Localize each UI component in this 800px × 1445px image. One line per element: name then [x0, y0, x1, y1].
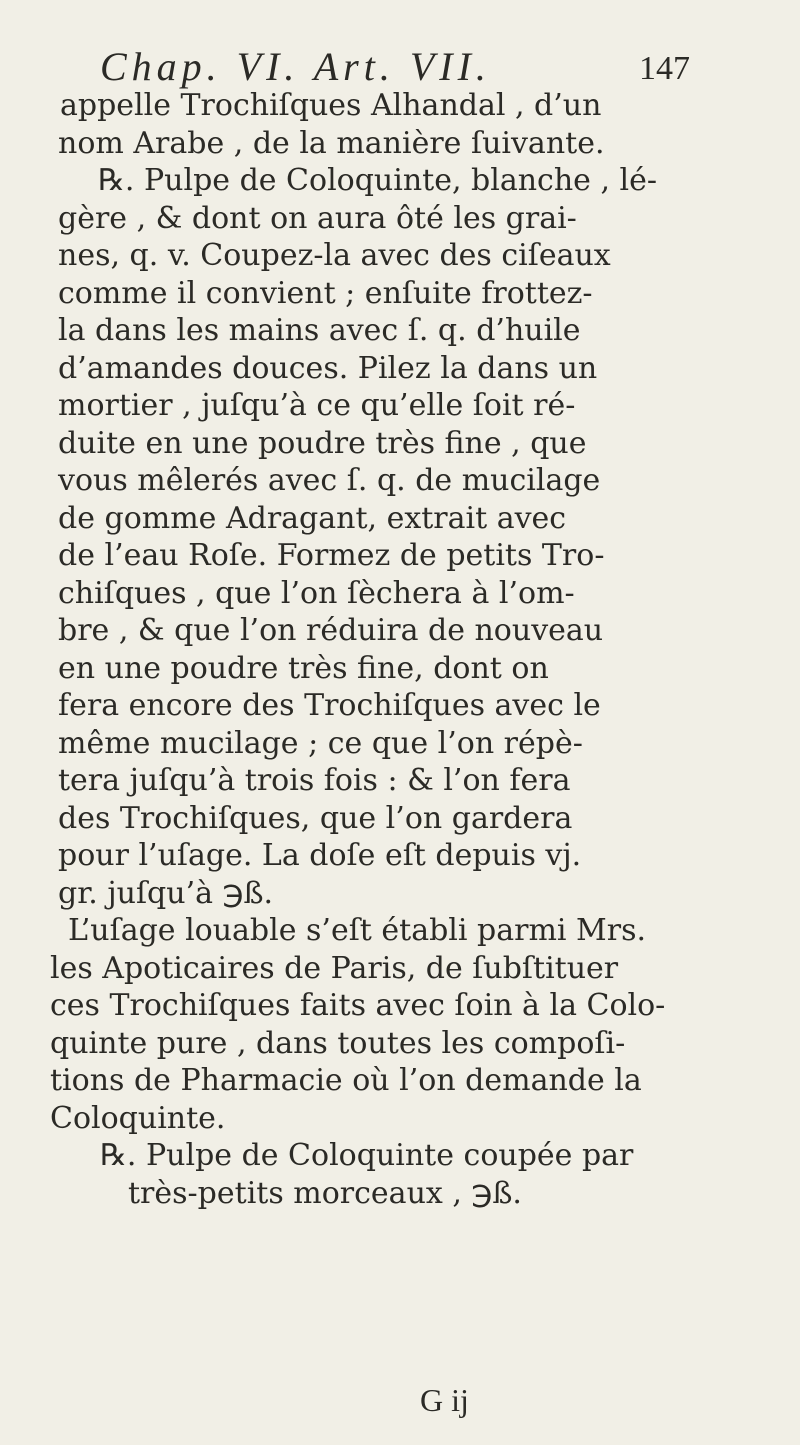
text-line: ℞. Pulpe de Coloquinte coupée par [100, 1138, 634, 1173]
text-line: tions de Pharmacie où l’on demande la [50, 1063, 642, 1098]
text-line: tera juſqu’à trois fois : & l’on fera [58, 763, 571, 798]
signature-mark: G ij [420, 1382, 469, 1418]
text-line: la dans les mains avec ſ. q. d’huile [58, 313, 581, 348]
text-line: Coloquinte. [50, 1100, 226, 1136]
body-text [50, 87, 750, 1212]
text-line: ℞. Pulpe de Coloquinte, blanche , lé- [98, 163, 658, 198]
text-line: bre , & que l’on réduira de nouveau [58, 613, 604, 648]
text-line: même mucilage ; ce que l’on répè- [58, 725, 583, 761]
text-line: L’uſage louable s’eſt établi parmi Mrs. [68, 913, 647, 948]
text-line: nom Arabe , de la manière ſuivante. [58, 125, 605, 161]
text-line: des Trochiſques, que l’on gardera [58, 800, 573, 836]
text-line: de gomme Adragant, extrait avec [58, 500, 567, 536]
text-line: gr. juſqu’à ℈ß. [58, 875, 274, 911]
text-line: vous mêlerés avec ſ. q. de mucilage [58, 463, 601, 498]
text-line: appelle Trochiſques Alhandal , d’un [60, 88, 602, 123]
text-line: fera encore des Trochiſques avec le [58, 688, 601, 723]
text-line: quinte pure , dans toutes les compoſi- [50, 1025, 626, 1061]
page-header [100, 42, 690, 92]
text-line: très-petits morceaux , ℈ß. [128, 1175, 522, 1211]
text-line: chiſques , que l’on ſèchera à l’om- [58, 575, 575, 611]
text-line: nes, q. v. Coupez-la avec des ciſeaux [58, 238, 611, 273]
text-line: en une poudre très fine, dont on [58, 650, 549, 686]
text-line: de l’eau Roſe. Formez de petits Tro- [58, 538, 605, 573]
text-line: d’amandes douces. Pilez la dans un [58, 350, 598, 386]
text-line: gère , & dont on aura ôté les grai- [58, 200, 577, 236]
text-line: comme il convient ; enſuite frottez- [58, 275, 593, 311]
text-line: mortier , juſqu’à ce qu’elle ſoit ré- [58, 388, 576, 423]
text-line: ces Trochiſques faits avec ſoin à la Colo- [50, 988, 666, 1023]
text-line: les Apoticaires de Paris, de ſubſtituer [50, 950, 619, 986]
page-number: 147 [639, 50, 690, 87]
text-line: pour l’uſage. La doſe eſt depuis vj. [58, 838, 582, 873]
running-head: Chap. VI. Art. VII. [100, 44, 491, 89]
text-line: duite en une poudre très fine , que [58, 425, 587, 461]
